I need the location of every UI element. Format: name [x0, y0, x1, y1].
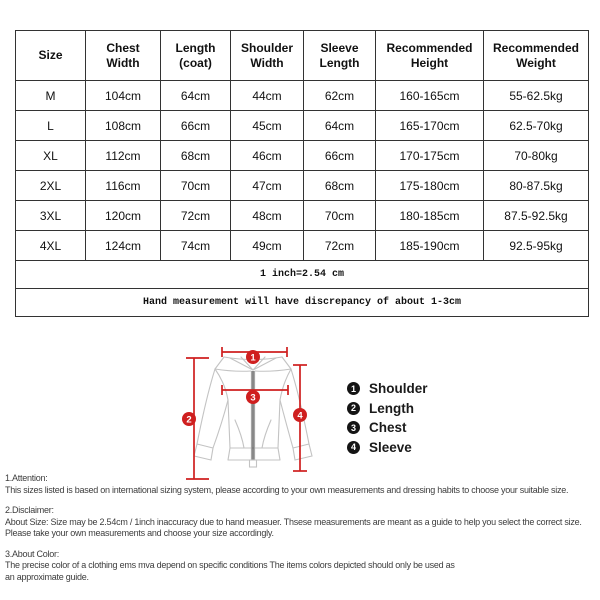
table-cell: 68cm	[304, 171, 376, 201]
shoulder-measure-line	[222, 347, 287, 364]
table-row	[16, 111, 589, 141]
note-inch-conversion: 1 inch=2.54 cm	[16, 261, 589, 289]
table-cell: 49cm	[231, 231, 304, 261]
note-line: This sizes listed is based on international sizing system, please according to your own measurements and dressing habits to choose your suitable size.	[5, 484, 569, 495]
note-line: Please take your own measurements and choose your size accordingly.	[5, 528, 274, 538]
column-header: Recommended Height	[376, 31, 484, 81]
table-cell: 112cm	[86, 141, 161, 171]
table-cell: 4XL	[16, 231, 86, 261]
table-cell: 87.5-92.5kg	[484, 201, 589, 231]
table-cell: 108cm	[86, 111, 161, 141]
legend-number-badge: 3	[347, 421, 360, 434]
table-cell: 48cm	[231, 201, 304, 231]
table-cell: 92.5-95kg	[484, 231, 589, 261]
column-header: Recommended Weight	[484, 31, 589, 81]
table-cell: 66cm	[161, 111, 231, 141]
note-section-title: 2.Disclaimer:	[5, 505, 54, 515]
table-row	[16, 201, 589, 231]
column-header: Shoulder Width	[231, 31, 304, 81]
legend-item-length	[347, 399, 428, 419]
table-cell: 175-180cm	[376, 171, 484, 201]
table-cell: 70-80kg	[484, 141, 589, 171]
table-cell: 74cm	[161, 231, 231, 261]
footnotes	[5, 473, 600, 583]
table-cell: 44cm	[231, 81, 304, 111]
jacket-left-sleeve	[197, 369, 215, 444]
jacket-pockets	[235, 420, 244, 448]
legend-item-sleeve	[347, 438, 428, 458]
table-cell: 170-175cm	[376, 141, 484, 171]
table-cell: 47cm	[231, 171, 304, 201]
table-cell: 72cm	[161, 201, 231, 231]
note-line: About Size: Size may be 2.54cm / 1inch inaccuracy due to hand measuer. Thsese measurements are meant as a guide to help you select the correct size.	[5, 516, 582, 527]
legend-item-chest	[347, 418, 428, 438]
table-cell: 66cm	[304, 141, 376, 171]
jacket-measurement-diagram	[178, 338, 318, 488]
table-cell: 120cm	[86, 201, 161, 231]
table-cell: 55-62.5kg	[484, 81, 589, 111]
table-cell: 45cm	[231, 111, 304, 141]
legend-item-shoulder	[347, 379, 428, 399]
column-header: Sleeve Length	[304, 31, 376, 81]
table-cell: 124cm	[86, 231, 161, 261]
table-cell: 104cm	[86, 81, 161, 111]
table-row	[16, 171, 589, 201]
column-header: Size	[16, 31, 86, 81]
table-cell: 64cm	[304, 111, 376, 141]
table-cell: 70cm	[304, 201, 376, 231]
table-cell: 2XL	[16, 171, 86, 201]
table-cell: 62.5-70kg	[484, 111, 589, 141]
table-row	[16, 141, 589, 171]
legend-label: Chest	[369, 420, 407, 436]
size-table-body	[16, 81, 589, 261]
table-cell: 160-165cm	[376, 81, 484, 111]
table-cell: 80-87.5kg	[484, 171, 589, 201]
table-cell: 68cm	[161, 141, 231, 171]
table-row	[16, 231, 589, 261]
note-hand-measurement: Hand measurement will have discrepancy of about 1-3cm	[16, 289, 589, 317]
note-line: The precise color of a clothing ems mva depend on specific conditions The items colors depicted should only be used as	[5, 560, 455, 570]
table-cell: 46cm	[231, 141, 304, 171]
table-cell: 116cm	[86, 171, 161, 201]
svg-text:3: 3	[250, 392, 256, 404]
note-section-title: 1.Attention:	[5, 473, 48, 483]
legend-number-badge: 2	[347, 402, 360, 415]
measurement-legend	[347, 379, 428, 457]
table-cell: L	[16, 111, 86, 141]
jacket-body	[228, 400, 230, 448]
table-cell: 62cm	[304, 81, 376, 111]
svg-text:1: 1	[250, 352, 256, 364]
table-header-row	[16, 31, 589, 81]
table-cell: 3XL	[16, 201, 86, 231]
svg-text:4: 4	[297, 410, 303, 422]
table-cell: 165-170cm	[376, 111, 484, 141]
legend-label: Length	[369, 400, 414, 416]
table-cell: 70cm	[161, 171, 231, 201]
table-cell: 64cm	[161, 81, 231, 111]
svg-text:2: 2	[186, 414, 192, 426]
table-cell: 180-185cm	[376, 201, 484, 231]
legend-number-badge: 4	[347, 441, 360, 454]
sleeve-measure-line	[293, 365, 307, 471]
table-cell: M	[16, 81, 86, 111]
legend-label: Sleeve	[369, 439, 412, 455]
legend-number-badge: 1	[347, 382, 360, 395]
table-cell: 185-190cm	[376, 231, 484, 261]
note-section-title: 3.About Color:	[5, 548, 60, 559]
column-header: Length (coat)	[161, 31, 231, 81]
note-line: an approximate guide.	[5, 571, 89, 582]
size-chart-table	[15, 30, 589, 317]
table-cell: 72cm	[304, 231, 376, 261]
table-row	[16, 81, 589, 111]
column-header: Chest Width	[86, 31, 161, 81]
length-measure-line	[182, 358, 209, 479]
table-cell: XL	[16, 141, 86, 171]
legend-label: Shoulder	[369, 381, 428, 397]
